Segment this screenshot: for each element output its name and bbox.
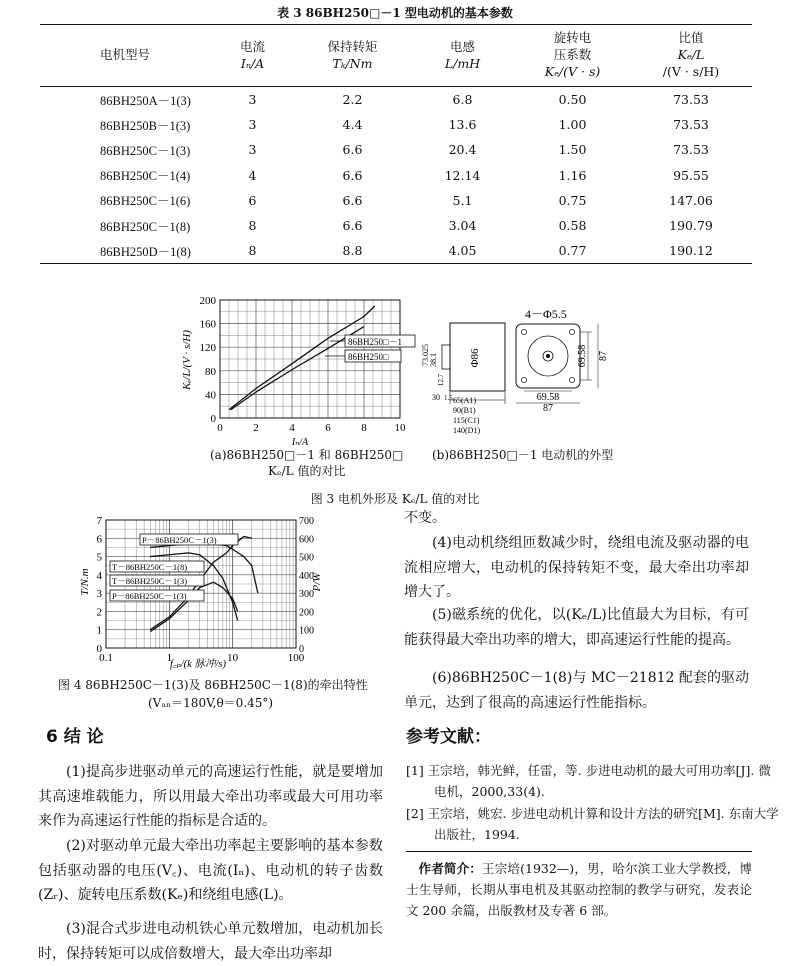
y-tick-label: 80 [205, 365, 216, 378]
y-tick-label-right: 200 [299, 607, 314, 619]
fig3-caption: 图 3 电机外形及 Kₑ/L 值的对比 [310, 492, 480, 506]
fig3a-ylabel: Kₑ/L/(V · s/H) [181, 330, 193, 390]
table-cell: 0.50 [558, 92, 587, 108]
table-header [40, 25, 752, 87]
fig4-chart [78, 512, 328, 672]
cell-model: 86BH250A－1(3) [100, 93, 191, 108]
table-cell: 4 [248, 167, 257, 183]
conclusion-para-3: (3)混合式步进电动机铁心单元数增加，电动机加长时，保持转矩可以成倍数增大，最大牵出功率却 [38, 921, 383, 962]
table-cell: 2.2 [342, 92, 363, 108]
table-cell: 5.1 [452, 192, 473, 208]
x-tick-label: 10 [394, 422, 406, 434]
table-cell: 4.4 [342, 117, 363, 133]
fig3b-dim-holes: 4－Φ5.5 [525, 307, 567, 321]
author-bio [406, 858, 752, 921]
fig3b-caption: (b)86BH250□－1 电动机的外型 [432, 448, 614, 462]
table-cell: 1.00 [558, 117, 587, 133]
fig3b-length-d1: 140(D1) [453, 426, 481, 435]
fig4-ylabel-left: T/N.m [79, 568, 91, 596]
table-cell: 20.4 [448, 142, 477, 158]
table-body [40, 87, 752, 264]
parameter-table [40, 24, 752, 264]
table-cell: 6.6 [342, 218, 363, 234]
table-cell: 190.79 [669, 218, 713, 234]
fig4-legend-1: P－86BH250C－1(3) [142, 535, 217, 545]
y-tick-label-left: 4 [96, 569, 102, 582]
reference-1: [1] 王宗培，韩光鲜，任雷，等. 步进电动机的最大可用功率[J]. 微电机，2000,33(4). [406, 763, 771, 799]
conclusion-para-1: (1)提高步进驱动单元的高速运行性能，就是要增加其高速堆载能力，所以用最大牵出功率或最大可用功率来作为高速运行性能的指标是合适的。 [38, 764, 383, 829]
fig3b-hole-3 [521, 377, 526, 382]
header-inductance: 电感 L/mH [410, 25, 515, 87]
y-tick-label: 0 [210, 413, 216, 425]
x-tick-label: 4 [289, 422, 295, 434]
fig3b-dim-15: 1.5 [444, 394, 453, 402]
fig3b-length-a1: 65(A1) [453, 396, 477, 405]
fig3b-hole-2 [569, 329, 574, 334]
fig3b-dim-87-h: 87 [543, 403, 553, 414]
fig3a-xlabel: Iₙ/A [291, 437, 309, 448]
fig3b-shaft [442, 345, 450, 369]
y-tick-label-left: 5 [96, 551, 102, 564]
conclusion-para-2: (2)对驱动单元最大牵出功率起主要影响的基本参数包括驱动器的电压(V꜀)、电流(Iₙ)、电动机的转子齿数(Zᵣ)、旋转电压系数(Kₑ)和绕组电感(L)。 [38, 838, 383, 903]
cell-model: 86BH250D－1(8) [40, 238, 210, 264]
header-ratio: 比值 Kₑ/L /(V · s/H) [630, 25, 752, 87]
fig3a-chart [180, 290, 420, 450]
table-cell: 73.53 [673, 142, 709, 158]
cell-model: 86BH250B－1(3) [100, 118, 191, 133]
table-row [40, 163, 752, 188]
table-row [40, 188, 752, 213]
y-tick-label-left: 1 [96, 624, 102, 637]
table-cell: 3.04 [448, 218, 477, 234]
right-col-para-4: (4)电动机绕组匝数减少时，绕组电流及驱动器的电流相应增大，电动机的保持转矩不变，最大牵出功率却增大了。 [404, 535, 749, 600]
fig3a-caption-line1: (a)86BH250□－1 和 86BH250□ [210, 448, 404, 462]
table-cell: 190.12 [630, 238, 752, 264]
fig3a-caption-line2: Kₑ/L 值的对比 [268, 464, 346, 478]
table-cell: 12.14 [444, 167, 481, 183]
y-tick-label: 120 [199, 342, 216, 355]
fig3b-dim-87-v: 87 [598, 351, 609, 361]
y-tick-label-right: 100 [299, 625, 314, 637]
right-col-para-6: (6)86BH250C－1(8)与 MC－21812 配套的驱动单元，达到了很高的高速运行性能指标。 [404, 670, 749, 711]
table-cell: 6 [248, 192, 257, 208]
fig3b-dim-6958-v: 69.58 [577, 344, 588, 368]
header-holding-torque: 保持转矩 Tₖ/Nm [295, 25, 410, 87]
fig3a-axes [200, 295, 407, 434]
table-cell: 6.8 [452, 92, 473, 108]
fig4-legend-3: T－86BH250C－1(3) [112, 576, 188, 586]
header-model: 电机型号 [40, 25, 210, 87]
table-cell: 13.6 [448, 117, 477, 133]
author-bio-text: 王宗培(1932—)，男，哈尔滨工业大学教授，博士生导师，长期从事电机及其驱动控制的教学与研究，发表论文 200 余篇，出版教材及专著 6 部。 [406, 861, 752, 918]
fig4-ylabel-right: P/W [311, 572, 323, 592]
fig3a-series-line-2 [231, 327, 364, 410]
fig3a-legend-2: 86BH250□ [348, 352, 389, 362]
right-col-para-5: (5)磁系统的优化，以(Kₑ/L)比值最大为目标，有可能获得最大牵出功率的增大，即高速运行性能的提高。 [404, 607, 749, 648]
fig3b-dim-dia: Φ86 [469, 348, 481, 368]
fig4-legend [110, 534, 238, 601]
y-tick-label: 200 [199, 295, 216, 307]
table-title: 表 3 86BH250□－1 型电动机的基本参数 [277, 6, 513, 20]
table-cell: 3 [248, 142, 257, 158]
fig3b-drawing [420, 300, 620, 440]
y-tick-label-right: 300 [299, 589, 314, 601]
fig3a-legend [325, 335, 415, 362]
fig3b-dim-73: 73.025 [421, 344, 430, 366]
x-tick-label: 0 [217, 422, 223, 434]
x-tick-label: 8 [361, 422, 367, 434]
table-cell: 0.77 [515, 238, 630, 264]
fig3b-dim-12: 12.7 [437, 373, 445, 387]
cell-model: 86BH250C－1(4) [100, 169, 191, 184]
table-row [40, 213, 752, 238]
cell-model: 86BH250C－1(8) [100, 219, 191, 234]
table-cell: 6.6 [342, 142, 363, 158]
fig3b-dim-38: 38.1 [429, 353, 438, 367]
table-cell: 3 [248, 117, 257, 133]
table-cell: 8 [210, 238, 295, 264]
table-cell: 0.58 [558, 218, 587, 234]
table-cell: 147.06 [669, 192, 713, 208]
y-tick-label-left: 6 [96, 533, 102, 546]
reference-2: [2] 王宗培，姚宏. 步进电动机计算和设计方法的研究[M]. 东南大学出版社，1994. [406, 806, 779, 842]
x-tick-label: 1 [166, 652, 173, 664]
x-tick-label: 6 [325, 422, 331, 434]
table-cell: 8.8 [295, 238, 410, 264]
table-cell: 8 [248, 218, 257, 234]
cell-model: 86BH250C－1(3) [100, 143, 191, 158]
y-tick-label-right: 700 [299, 516, 314, 527]
x-tick-label: 10 [227, 652, 239, 664]
author-bio-label: 作者简介： [418, 861, 483, 876]
header-current: 电流 Iₙ/A [210, 25, 295, 87]
fig3b-hole-1 [521, 329, 526, 334]
author-divider [406, 851, 752, 852]
header-emf-coefficient: 旋转电 压系数 Kₑ/(V · s) [515, 25, 630, 87]
fig4-caption-line1: 图 4 86BH250C－1(3)及 86BH250C－1(8)的牵出特性 [58, 678, 368, 692]
table-cell: 1.16 [558, 167, 587, 183]
table-row [40, 87, 752, 113]
cell-model: 86BH250C－1(6) [100, 194, 191, 209]
fig3b-hole-4 [569, 377, 574, 382]
table-cell: 73.53 [673, 117, 709, 133]
fig3b-length-c1: 115(C1) [453, 416, 480, 425]
table-cell: 3 [248, 92, 257, 108]
fig3a-legend-1: 86BH250□－1 [348, 337, 402, 347]
y-tick-label-left: 0 [96, 643, 102, 655]
table-row [40, 238, 752, 264]
table-cell: 6.6 [342, 192, 363, 208]
fig4-caption-line2: (Vₐₙ＝180V,θ＝0.45°) [148, 696, 274, 710]
y-tick-label-right: 600 [299, 534, 314, 546]
fig3b-dim-6958-h: 69.58 [536, 392, 560, 403]
y-tick-label-right: 500 [299, 552, 314, 564]
y-tick-label-left: 2 [96, 606, 102, 619]
x-tick-label: 100 [287, 652, 305, 664]
y-tick-label-right: 400 [299, 570, 314, 582]
fig3b-length-b1: 90(B1) [453, 406, 476, 415]
x-tick-label: 0.1 [99, 652, 113, 664]
table-cell: 1.50 [558, 142, 587, 158]
table-cell: 4.05 [410, 238, 515, 264]
y-tick-label: 160 [199, 318, 216, 331]
y-tick-label-left: 3 [96, 588, 102, 601]
table-row [40, 112, 752, 137]
table-cell: 0.75 [558, 192, 587, 208]
fig4-xlabel: f꜀ₚ/(k 脉冲/s) [170, 659, 226, 670]
y-tick-label-right: 0 [299, 644, 304, 655]
fig3b-dim-30: 30 [432, 393, 440, 402]
x-tick-label: 2 [253, 422, 259, 434]
y-tick-label-left: 7 [96, 515, 102, 527]
fig4-legend-4: P－86BH250C－1(3) [112, 591, 187, 601]
table-cell: 6.6 [342, 167, 363, 183]
references-heading: 参考文献： [406, 727, 491, 747]
fig4-legend-2: T－86BH250C－1(8) [112, 562, 188, 572]
right-col-continuation: 不变。 [404, 510, 446, 526]
section-6-heading: 6 结 论 [46, 727, 104, 747]
y-tick-label: 40 [205, 389, 216, 402]
table-cell: 95.55 [673, 167, 709, 183]
table-cell: 73.53 [673, 92, 709, 108]
table-row [40, 137, 752, 162]
